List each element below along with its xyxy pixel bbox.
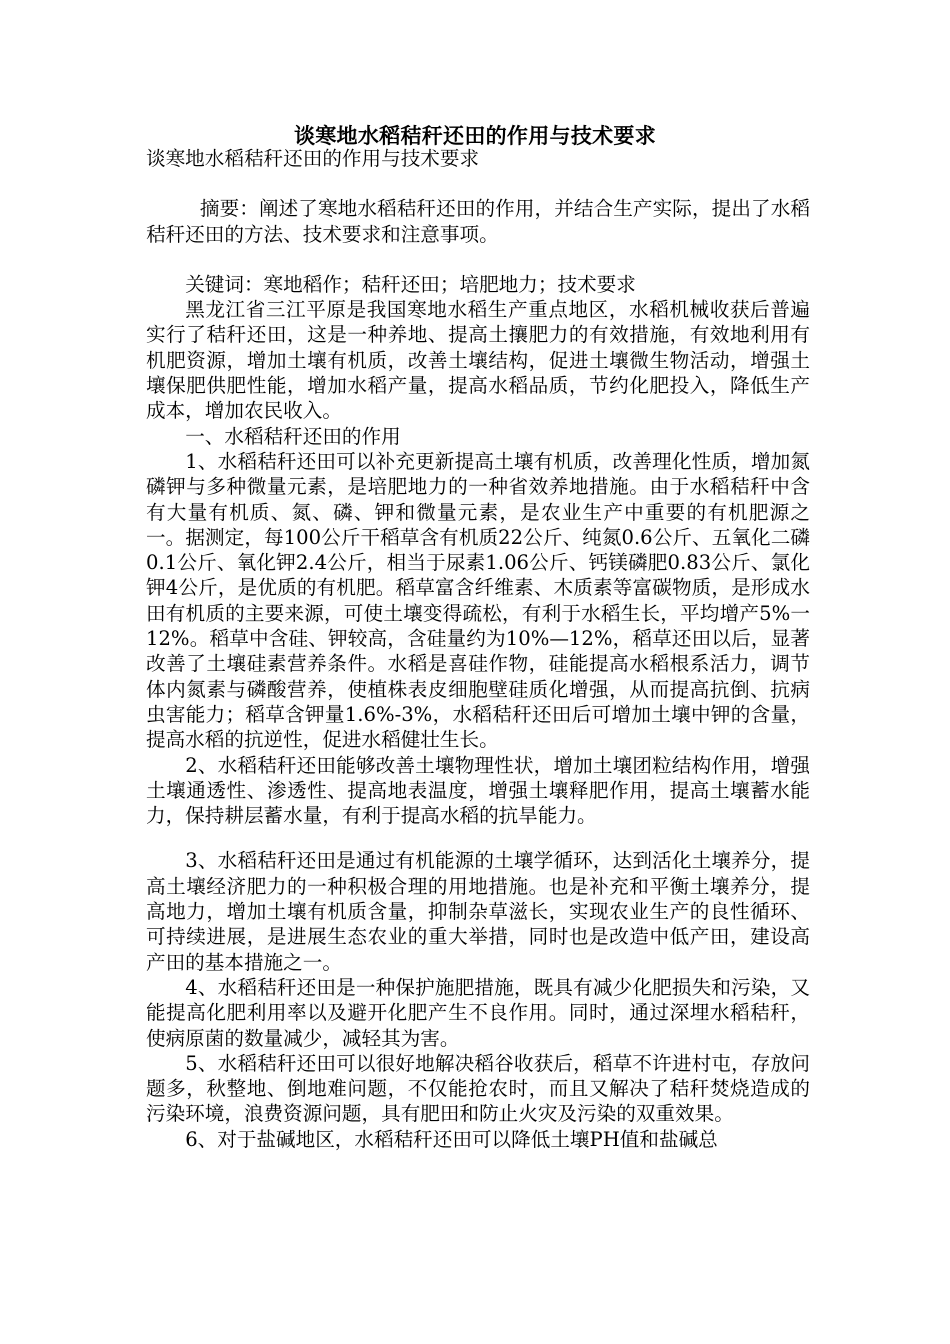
point-paragraph-6: 6、对于盐碱地区，水稻秸秆还田可以降低土壤PH值和盐碱总: [185, 1127, 718, 1151]
document-body: [146, 146, 810, 1152]
section-heading: 一、水稻秸秆还田的作用: [185, 424, 401, 448]
keywords-line: 关键词：寒地稻作；秸秆还田；培肥地力；技术要求: [185, 272, 636, 296]
point-paragraph-1: 1、水稻秸秆还田可以补充更新提高土壤有机质，改善理化性质，增加氮磷钾与多种微量元素，是培肥地力的一种省效养地措施。由于水稻秸秆中含有大量有机质、氮、磷、钾和微量元素，是农业生产中重要的有机肥源之一。据测定，每100公斤干稻草含有机质22公斤、纯氮0.6公斤、五氧化二磷0.1公斤、氧化钾2.4公斤，相当于尿素1.06公斤、钙镁磷肥0.83公斤、氯化钾4公斤，是优质的有机肥。稻草富含纤维素、木质素等富碳物质，是形成水田有机质的主要来源，可使土壤变得疏松，有利于水稻生长，平均增产5%一12%。稻草中含硅、钾较高，含硅量约为10%—12%，稻草还田以后，显著改善了土壤硅素营养条件。水稻是喜硅作物，硅能提高水稻根系活力，调节体内氮素与磷酸营养，使植株表皮细胞壁硅质化增强，从而提高抗倒、抗病虫害能力；稻草含钾量1.6%-3%，水稻秸秆还田后可增加土壤中钾的含量，提高水稻的抗逆性，促进水稻健壮生长。: [146, 449, 810, 752]
point-paragraph-2: 2、水稻秸秆还田能够改善土壤物理性状，增加土壤团粒结构作用，增强土壤通透性、渗透性、提高地表温度，增强土壤释肥作用，提高土壤蓄水能力，保持耕层蓄水量，有利于提高水稻的抗旱能力。: [146, 753, 810, 828]
intro-paragraph: 黑龙江省三江平原是我国寒地水稻生产重点地区，水稻机械收获后普遍实行了秸秆还田，这是一种养地、提高土攘肥力的有效措施，有效地利用有机肥资源，增加土壤有机质，改善土壤结构，促进土壤微生物活动，增强土壤保肥供肥性能，增加水稻产量，提高水稻品质，节约化肥投入，降低生产成本，增加农民收入。: [146, 298, 810, 423]
document-subtitle: 谈寒地水稻秸秆还田的作用与技术要求: [146, 147, 480, 170]
point-paragraph-3: 3、水稻秸秆还田是通过有机能源的土壤学循环，达到活化土壤养分，提高土壤经济肥力的一种积极合理的用地措施。也是补充和平衡土壤养分，提高地力，增加土壤有机质含量，抑制杂草滋长，实现农业生产的良性循环、可持续进展，是进展生态农业的重大举措，同时也是改造中低产田，建设高产田的基本措施之一。: [146, 849, 810, 974]
point-paragraph-4: 4、水稻秸秆还田是一种保护施肥措施，既具有减少化肥损失和污染，又能提高化肥利用率以及避开化肥产生不良作用。同时，通过深埋水稻秸秆，使病原菌的数量减少，减轻其为害。: [146, 975, 810, 1050]
point-paragraph-5: 5、水稻秸秆还田可以很好地解决稻谷收获后，稻草不许进村屯，存放问题多，秋整地、倒地难问题，不仅能抢农时，而且又解决了秸秆焚烧造成的污染环境，浪费资源问题，具有肥田和防止火灾及污染的双重效果。: [146, 1051, 810, 1126]
abstract-paragraph: 摘要：阐述了寒地水稻秸秆还田的作用，并结合生产实际，提出了水稻秸秆还田的方法、技术要求和注意事项。: [146, 197, 810, 246]
document-title: 谈寒地水稻秸秆还田的作用与技术要求: [293, 123, 657, 148]
